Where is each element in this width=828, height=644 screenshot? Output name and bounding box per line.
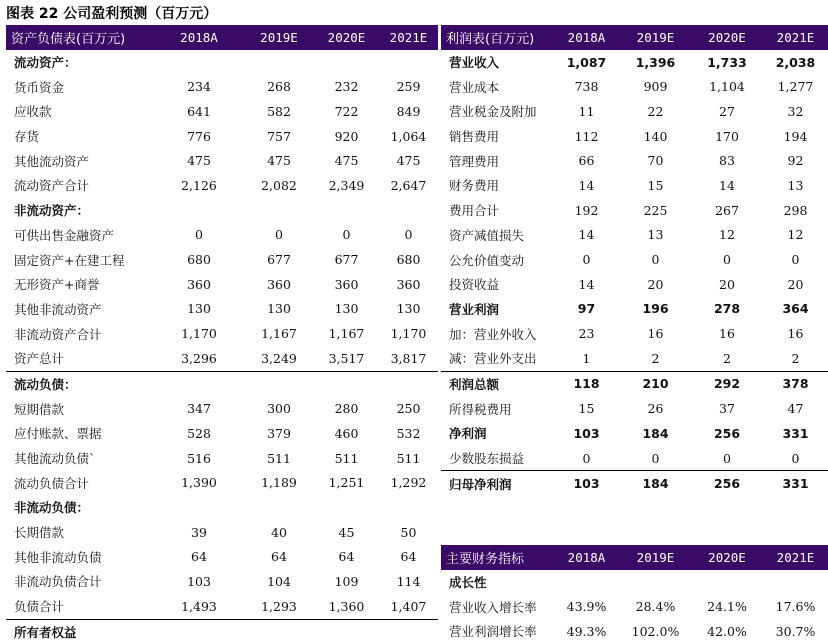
value-cell [154, 371, 244, 396]
header-year-cell: 2019E [244, 25, 314, 50]
value-cell: 909 [643, 79, 668, 95]
row-label: 管理费用 [449, 153, 500, 169]
value-cell: 1,104 [709, 79, 745, 95]
row-label: 应付账款、票据 [14, 426, 102, 442]
table-header-row [6, 25, 438, 50]
value-cell: 70 [647, 153, 664, 169]
table-row [441, 471, 828, 496]
value-cell: 2 [791, 350, 800, 366]
value-cell: 460 [334, 425, 359, 441]
value-cell [379, 50, 438, 75]
value-cell: 47 [787, 401, 804, 417]
table-row [6, 247, 438, 272]
value-cell: 0 [723, 252, 731, 268]
value-cell [379, 371, 438, 396]
value-cell: 256 [713, 425, 741, 441]
header-year-cell: 2020E [314, 25, 379, 50]
value-cell: 532 [396, 425, 421, 441]
table-row [6, 544, 438, 569]
row-label: 无形资产+商誉 [14, 277, 100, 293]
row-label: 公允价值变动 [449, 252, 525, 268]
header-label-cell: 利润表(百万元) [441, 25, 553, 50]
value-cell: 64 [400, 549, 417, 565]
header-year-cell: 2018A [553, 25, 620, 50]
value-cell: 14 [578, 276, 595, 292]
row-label: 其他非流动资产 [14, 301, 102, 317]
value-cell [244, 495, 314, 520]
value-cell: 32 [787, 103, 804, 119]
row-label: 货币资金 [14, 79, 65, 95]
value-cell [379, 619, 438, 644]
value-cell: 16 [647, 326, 664, 342]
value-cell: 170 [715, 128, 739, 144]
value-cell: 64 [271, 549, 287, 565]
header-year-cell: 2021E [379, 25, 438, 50]
header-year-cell: 2019E [620, 25, 691, 50]
value-cell [154, 198, 244, 223]
value-cell: 1,493 [181, 598, 217, 614]
value-cell: 14 [578, 227, 595, 243]
table-row [6, 148, 438, 173]
value-cell: 97 [577, 301, 596, 317]
value-cell: 516 [187, 450, 211, 466]
value-cell: 15 [578, 401, 595, 417]
value-cell: 1,396 [635, 54, 676, 70]
value-cell: 1,170 [390, 326, 427, 342]
value-cell: 26 [647, 401, 664, 417]
value-cell: 0 [275, 227, 283, 243]
row-label: 归母净利润 [441, 471, 553, 496]
table-row [6, 495, 438, 520]
value-cell: 1,733 [707, 54, 747, 70]
value-cell: 680 [396, 252, 421, 268]
value-cell: 259 [396, 79, 421, 95]
value-cell: 130 [187, 301, 211, 317]
table-row [441, 247, 828, 272]
row-label: 营业利润 [449, 301, 500, 317]
value-cell: 1,189 [261, 475, 297, 491]
value-cell: 475 [267, 153, 291, 169]
value-cell: 42.0% [707, 623, 747, 639]
table-row [6, 99, 438, 124]
value-cell: 511 [334, 450, 359, 466]
value-cell: 194 [783, 128, 808, 144]
table-row [441, 173, 828, 198]
value-cell: 677 [267, 252, 291, 268]
row-label: 减：营业外支出 [449, 351, 537, 367]
value-cell: 13 [787, 177, 804, 193]
row-label: 其他非流动负债 [14, 549, 102, 565]
table-row [441, 446, 828, 471]
value-cell: 49.3% [566, 623, 607, 639]
value-cell: 641 [187, 103, 211, 119]
value-cell: 192 [574, 202, 599, 218]
income-statement-table [441, 25, 828, 496]
value-cell: 0 [791, 450, 800, 466]
value-cell [314, 495, 379, 520]
value-cell: 0 [723, 450, 731, 466]
value-cell [154, 495, 244, 520]
header-label-cell: 资产负债表(百万元) [6, 25, 154, 50]
value-cell: 103 [573, 425, 600, 441]
value-cell: 234 [187, 79, 211, 95]
value-cell: 256 [691, 471, 763, 496]
value-cell [314, 371, 379, 396]
table-row [441, 371, 828, 396]
value-cell: 511 [396, 450, 421, 466]
value-cell: 232 [334, 79, 359, 95]
value-cell: 13 [647, 227, 664, 243]
table-row [441, 198, 828, 223]
figure-title: 图表 22 公司盈利预测（百万元） [6, 6, 218, 22]
value-cell: 1,407 [390, 598, 427, 614]
value-cell: 347 [187, 401, 211, 417]
value-cell: 37 [719, 401, 735, 417]
value-cell: 83 [719, 153, 735, 169]
value-cell: 298 [783, 202, 808, 218]
value-cell: 2,038 [775, 54, 816, 70]
table-row [441, 50, 828, 75]
value-cell: 1,087 [566, 54, 607, 70]
table-row [6, 421, 438, 446]
value-cell: 3,517 [328, 350, 365, 366]
value-cell [620, 570, 691, 595]
table-row [441, 321, 828, 346]
value-cell: 16 [719, 326, 735, 342]
value-cell [379, 198, 438, 223]
table-row [6, 446, 438, 471]
row-label: 流动负债： [6, 371, 154, 396]
row-label: 其他流动负债` [14, 451, 96, 467]
value-cell: 680 [187, 252, 211, 268]
value-cell: 184 [620, 471, 691, 496]
value-cell: 677 [334, 252, 359, 268]
value-cell: 14 [578, 177, 595, 193]
row-label: 应收款 [14, 104, 52, 120]
row-label: 非流动资产： [14, 203, 90, 219]
value-cell: 15 [647, 177, 664, 193]
value-cell: 528 [187, 425, 211, 441]
value-cell: 2,647 [390, 177, 427, 193]
value-cell: 1,360 [328, 598, 365, 614]
value-cell: 64 [191, 549, 207, 565]
table-row [6, 223, 438, 248]
table-row [6, 297, 438, 322]
value-cell: 849 [396, 103, 421, 119]
value-cell [244, 371, 314, 396]
row-label: 少数股东损益 [449, 451, 525, 467]
value-cell: 268 [267, 79, 291, 95]
value-cell: 0 [195, 227, 203, 243]
value-cell: 64 [338, 549, 355, 565]
value-cell: 360 [396, 276, 421, 292]
value-cell: 109 [334, 573, 359, 589]
value-cell: 102.0% [631, 623, 680, 639]
value-cell: 1,064 [390, 128, 427, 144]
row-label: 存货 [14, 129, 40, 145]
value-cell: 250 [396, 401, 421, 417]
row-label: 固定资产+在建工程 [14, 252, 125, 268]
balance-sheet-table [6, 25, 438, 644]
table-header-row [441, 545, 828, 570]
value-cell: 267 [715, 202, 739, 218]
value-cell: 12 [719, 227, 735, 243]
value-cell: 1,251 [328, 475, 365, 491]
value-cell: 2 [723, 350, 731, 366]
row-label: 所有者权益 [6, 619, 154, 644]
row-label: 营业利润增长率 [449, 624, 537, 640]
row-label: 其他流动资产 [14, 153, 90, 169]
value-cell: 114 [396, 573, 421, 589]
table-row [6, 470, 438, 495]
row-label: 营业收入增长率 [449, 599, 537, 615]
header-year-cell: 2021E [763, 25, 828, 50]
value-cell: 130 [267, 301, 291, 317]
table-row [6, 198, 438, 223]
value-cell: 39 [191, 524, 207, 540]
value-cell: 28.4% [635, 599, 676, 615]
value-cell: 112 [574, 128, 599, 144]
value-cell: 11 [578, 103, 595, 119]
header-year-cell: 2021E [763, 545, 828, 570]
value-cell [154, 50, 244, 75]
table-row [6, 594, 438, 619]
value-cell [691, 570, 763, 595]
value-cell: 0 [404, 227, 413, 243]
table-row [6, 371, 438, 396]
value-cell: 3,249 [261, 350, 297, 366]
value-cell: 582 [267, 103, 291, 119]
row-label: 成长性 [449, 575, 487, 591]
value-cell: 43.9% [566, 599, 607, 615]
row-label: 净利润 [449, 426, 487, 442]
table-row [441, 396, 828, 421]
value-cell: 22 [647, 103, 664, 119]
value-cell: 331 [782, 425, 809, 441]
table-row [6, 346, 438, 371]
value-cell: 24.1% [707, 599, 747, 615]
value-cell: 1,277 [777, 79, 814, 95]
row-label: 资产总计 [14, 351, 65, 367]
value-cell: 210 [620, 371, 691, 396]
value-cell: 140 [643, 128, 668, 144]
value-cell: 0 [342, 227, 351, 243]
value-cell: 0 [582, 450, 591, 466]
value-cell: 92 [787, 153, 804, 169]
value-cell: 0 [791, 252, 800, 268]
row-label: 营业成本 [449, 79, 500, 95]
table-row [441, 297, 828, 322]
table-row [6, 50, 438, 75]
value-cell: 300 [267, 401, 291, 417]
table-row [441, 223, 828, 248]
row-label: 利润总额 [441, 371, 553, 396]
value-cell [553, 570, 620, 595]
value-cell: 776 [187, 128, 211, 144]
value-cell: 475 [334, 153, 359, 169]
value-cell: 20 [647, 276, 664, 292]
table-row [6, 396, 438, 421]
value-cell: 292 [691, 371, 763, 396]
value-cell: 104 [267, 573, 291, 589]
table-row [441, 148, 828, 173]
value-cell: 0 [582, 252, 591, 268]
value-cell: 757 [267, 128, 291, 144]
value-cell: 280 [334, 401, 359, 417]
value-cell: 17.6% [775, 599, 816, 615]
value-cell: 475 [396, 153, 421, 169]
row-label: 负债合计 [14, 599, 65, 615]
value-cell: 360 [334, 276, 359, 292]
value-cell: 3,817 [390, 350, 427, 366]
table-row [6, 321, 438, 346]
value-cell [763, 570, 828, 595]
value-cell: 66 [578, 153, 595, 169]
value-cell: 1 [582, 350, 591, 366]
header-year-cell: 2018A [553, 545, 620, 570]
value-cell [154, 619, 244, 644]
table-header-row [441, 25, 828, 50]
table-row [441, 99, 828, 124]
table-row [441, 570, 828, 595]
value-cell: 30.7% [775, 623, 816, 639]
value-cell [244, 50, 314, 75]
value-cell: 331 [763, 471, 828, 496]
table-row [441, 124, 828, 149]
value-cell: 45 [338, 524, 355, 540]
value-cell: 920 [334, 128, 359, 144]
row-label: 财务费用 [449, 178, 500, 194]
row-label: 非流动资产合计 [14, 326, 102, 342]
value-cell: 738 [574, 79, 599, 95]
row-label: 营业收入 [449, 55, 500, 71]
value-cell [314, 198, 379, 223]
value-cell: 722 [334, 103, 359, 119]
value-cell: 50 [400, 524, 417, 540]
header-year-cell: 2018A [154, 25, 244, 50]
table-row [441, 272, 828, 297]
row-label: 流动资产： [14, 55, 77, 71]
row-label: 非流动负债： [14, 500, 90, 516]
table-row [441, 421, 828, 446]
value-cell: 103 [187, 573, 211, 589]
value-cell: 103 [553, 471, 620, 496]
value-cell: 20 [719, 276, 735, 292]
value-cell: 1,167 [328, 326, 365, 342]
table-row [6, 74, 438, 99]
table-row [6, 619, 438, 644]
value-cell: 2,082 [261, 177, 297, 193]
row-label: 投资收益 [449, 277, 500, 293]
value-cell: 278 [713, 301, 741, 317]
value-cell: 1,170 [181, 326, 217, 342]
table-row [441, 594, 828, 619]
row-label: 流动负债合计 [14, 475, 90, 491]
value-cell: 2,349 [328, 177, 365, 193]
row-label: 长期借款 [14, 525, 65, 541]
table-row [6, 520, 438, 545]
value-cell [244, 198, 314, 223]
header-year-cell: 2020E [691, 545, 763, 570]
value-cell: 3,296 [181, 350, 217, 366]
row-label: 可供出售金融资产 [14, 227, 115, 243]
table-row [6, 124, 438, 149]
row-label: 非流动负债合计 [14, 574, 102, 590]
header-year-cell: 2020E [691, 25, 763, 50]
value-cell: 20 [787, 276, 804, 292]
value-cell [314, 50, 379, 75]
financial-indicators-table [441, 545, 828, 644]
row-label: 费用合计 [449, 203, 500, 219]
value-cell: 378 [763, 371, 828, 396]
value-cell: 225 [643, 202, 668, 218]
value-cell: 14 [719, 177, 735, 193]
value-cell: 0 [651, 252, 660, 268]
value-cell: 23 [578, 326, 595, 342]
value-cell: 379 [267, 425, 291, 441]
value-cell [314, 619, 379, 644]
row-label: 所得税费用 [449, 401, 512, 417]
row-label: 营业税金及附加 [449, 104, 537, 120]
value-cell: 360 [267, 276, 291, 292]
value-cell: 118 [553, 371, 620, 396]
value-cell: 27 [719, 103, 735, 119]
row-label: 短期借款 [14, 401, 65, 417]
table-row [6, 569, 438, 594]
row-label: 流动资产合计 [14, 178, 90, 194]
value-cell: 12 [787, 227, 804, 243]
value-cell [379, 495, 438, 520]
value-cell: 130 [334, 301, 359, 317]
value-cell: 511 [267, 450, 291, 466]
value-cell: 16 [787, 326, 804, 342]
value-cell: 1,292 [390, 475, 427, 491]
value-cell: 1,390 [181, 475, 217, 491]
value-cell: 2 [651, 350, 660, 366]
table-row [441, 346, 828, 371]
header-label-cell: 主要财务指标 [441, 545, 553, 570]
value-cell: 2,126 [181, 177, 217, 193]
value-cell: 1,167 [261, 326, 297, 342]
table-row [6, 173, 438, 198]
table-row [6, 272, 438, 297]
header-year-cell: 2019E [620, 545, 691, 570]
table-row [441, 619, 828, 644]
value-cell: 1,293 [261, 598, 297, 614]
value-cell: 364 [782, 301, 809, 317]
row-label: 资产减值损失 [449, 227, 525, 243]
value-cell: 0 [651, 450, 660, 466]
value-cell: 360 [187, 276, 211, 292]
value-cell: 40 [271, 524, 287, 540]
row-label: 销售费用 [449, 129, 500, 145]
value-cell: 475 [187, 153, 211, 169]
value-cell: 130 [396, 301, 421, 317]
row-label: 加：营业外收入 [449, 326, 537, 342]
value-cell: 184 [642, 425, 669, 441]
value-cell: 196 [642, 301, 669, 317]
table-row [441, 74, 828, 99]
value-cell [244, 619, 314, 644]
